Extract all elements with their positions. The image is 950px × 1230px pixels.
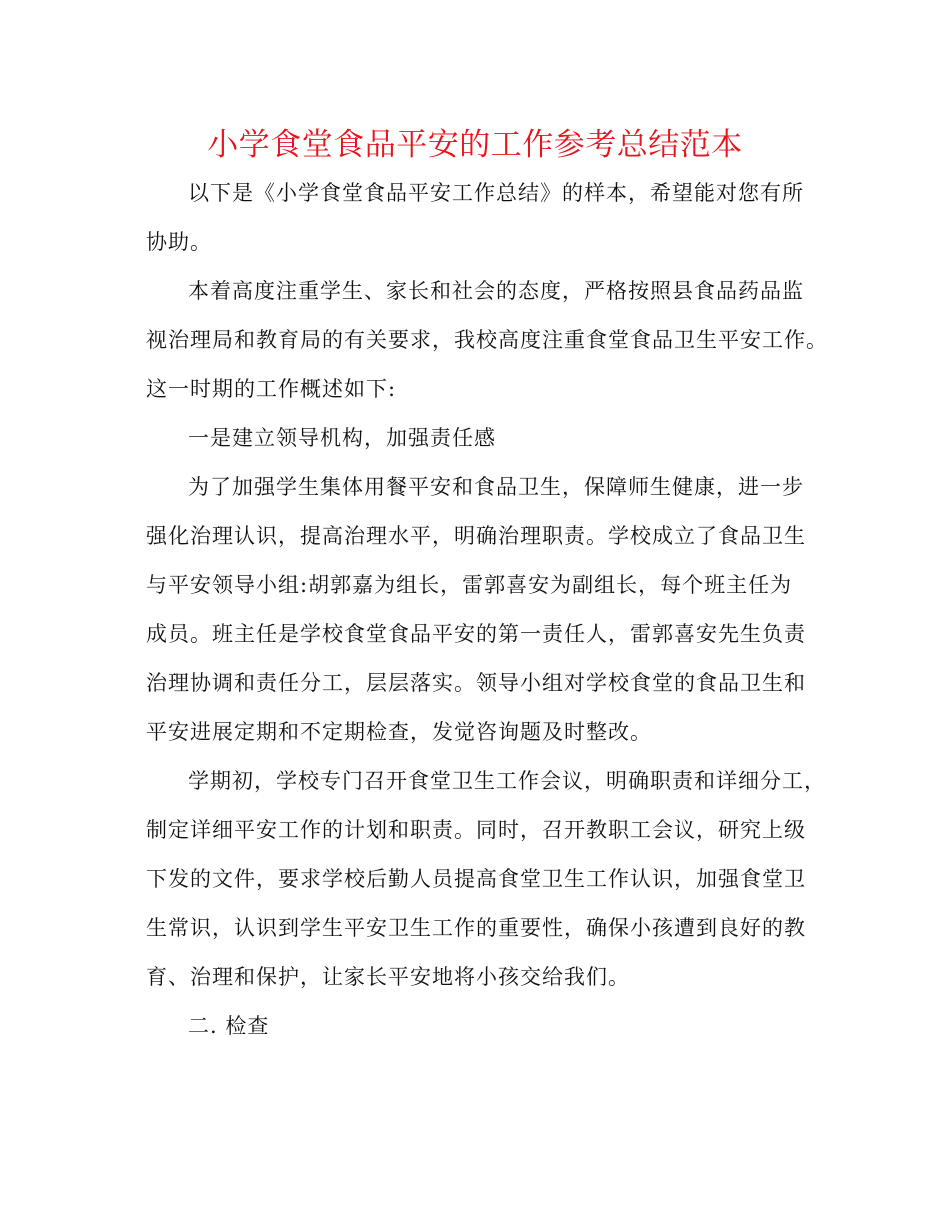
section-heading: 一是建立领导机构，加强责任感 bbox=[188, 426, 496, 450]
document-title: 小学食堂食品平安的工作参考总结范本 bbox=[207, 127, 743, 163]
paragraph-line: 生常识，认识到学生平安卫生工作的重要性，确保小孩遭到良好的教 bbox=[146, 916, 806, 940]
paragraph-line: 本着高度注重学生、家长和社会的态度，严格按照县食品药品监 bbox=[188, 279, 804, 303]
paragraph-line: 制定详细平安工作的计划和职责。同时，召开教职工会议，研究上级 bbox=[146, 818, 806, 842]
paragraph-line: 成员。班主任是学校食堂食品平安的第一责任人，雷郭喜安先生负责 bbox=[146, 622, 806, 646]
paragraph-line: 这一时期的工作概述如下: bbox=[146, 377, 397, 401]
paragraph-line: 协助。 bbox=[146, 230, 212, 254]
paragraph-line: 与平安领导小组:胡郭嘉为组长，雷郭喜安为副组长，每个班主任为 bbox=[146, 573, 793, 597]
section-heading: 二. 检查 bbox=[188, 1014, 270, 1038]
paragraph-line: 学期初，学校专门召开食堂卫生工作会议，明确职责和详细分工， bbox=[188, 769, 826, 793]
paragraph-line: 治理协调和责任分工，层层落实。领导小组对学校食堂的食品卫生和 bbox=[146, 671, 806, 695]
paragraph-line: 为了加强学生集体用餐平安和食品卫生，保障师生健康，进一步 bbox=[188, 475, 804, 499]
paragraph-line: 育、治理和保护，让家长平安地将小孩交给我们。 bbox=[146, 965, 630, 989]
paragraph-line: 视治理局和教育局的有关要求，我校高度注重食堂食品卫生平安工作。 bbox=[146, 328, 828, 352]
paragraph-line: 下发的文件，要求学校后勤人员提高食堂卫生工作认识，加强食堂卫 bbox=[146, 867, 806, 891]
paragraph-line: 平安进展定期和不定期检查，发觉咨询题及时整改。 bbox=[146, 720, 652, 744]
paragraph-line: 强化治理认识，提高治理水平，明确治理职责。学校成立了食品卫生 bbox=[146, 524, 806, 548]
paragraph-line: 以下是《小学食堂食品平安工作总结》的样本，希望能对您有所 bbox=[188, 181, 804, 205]
